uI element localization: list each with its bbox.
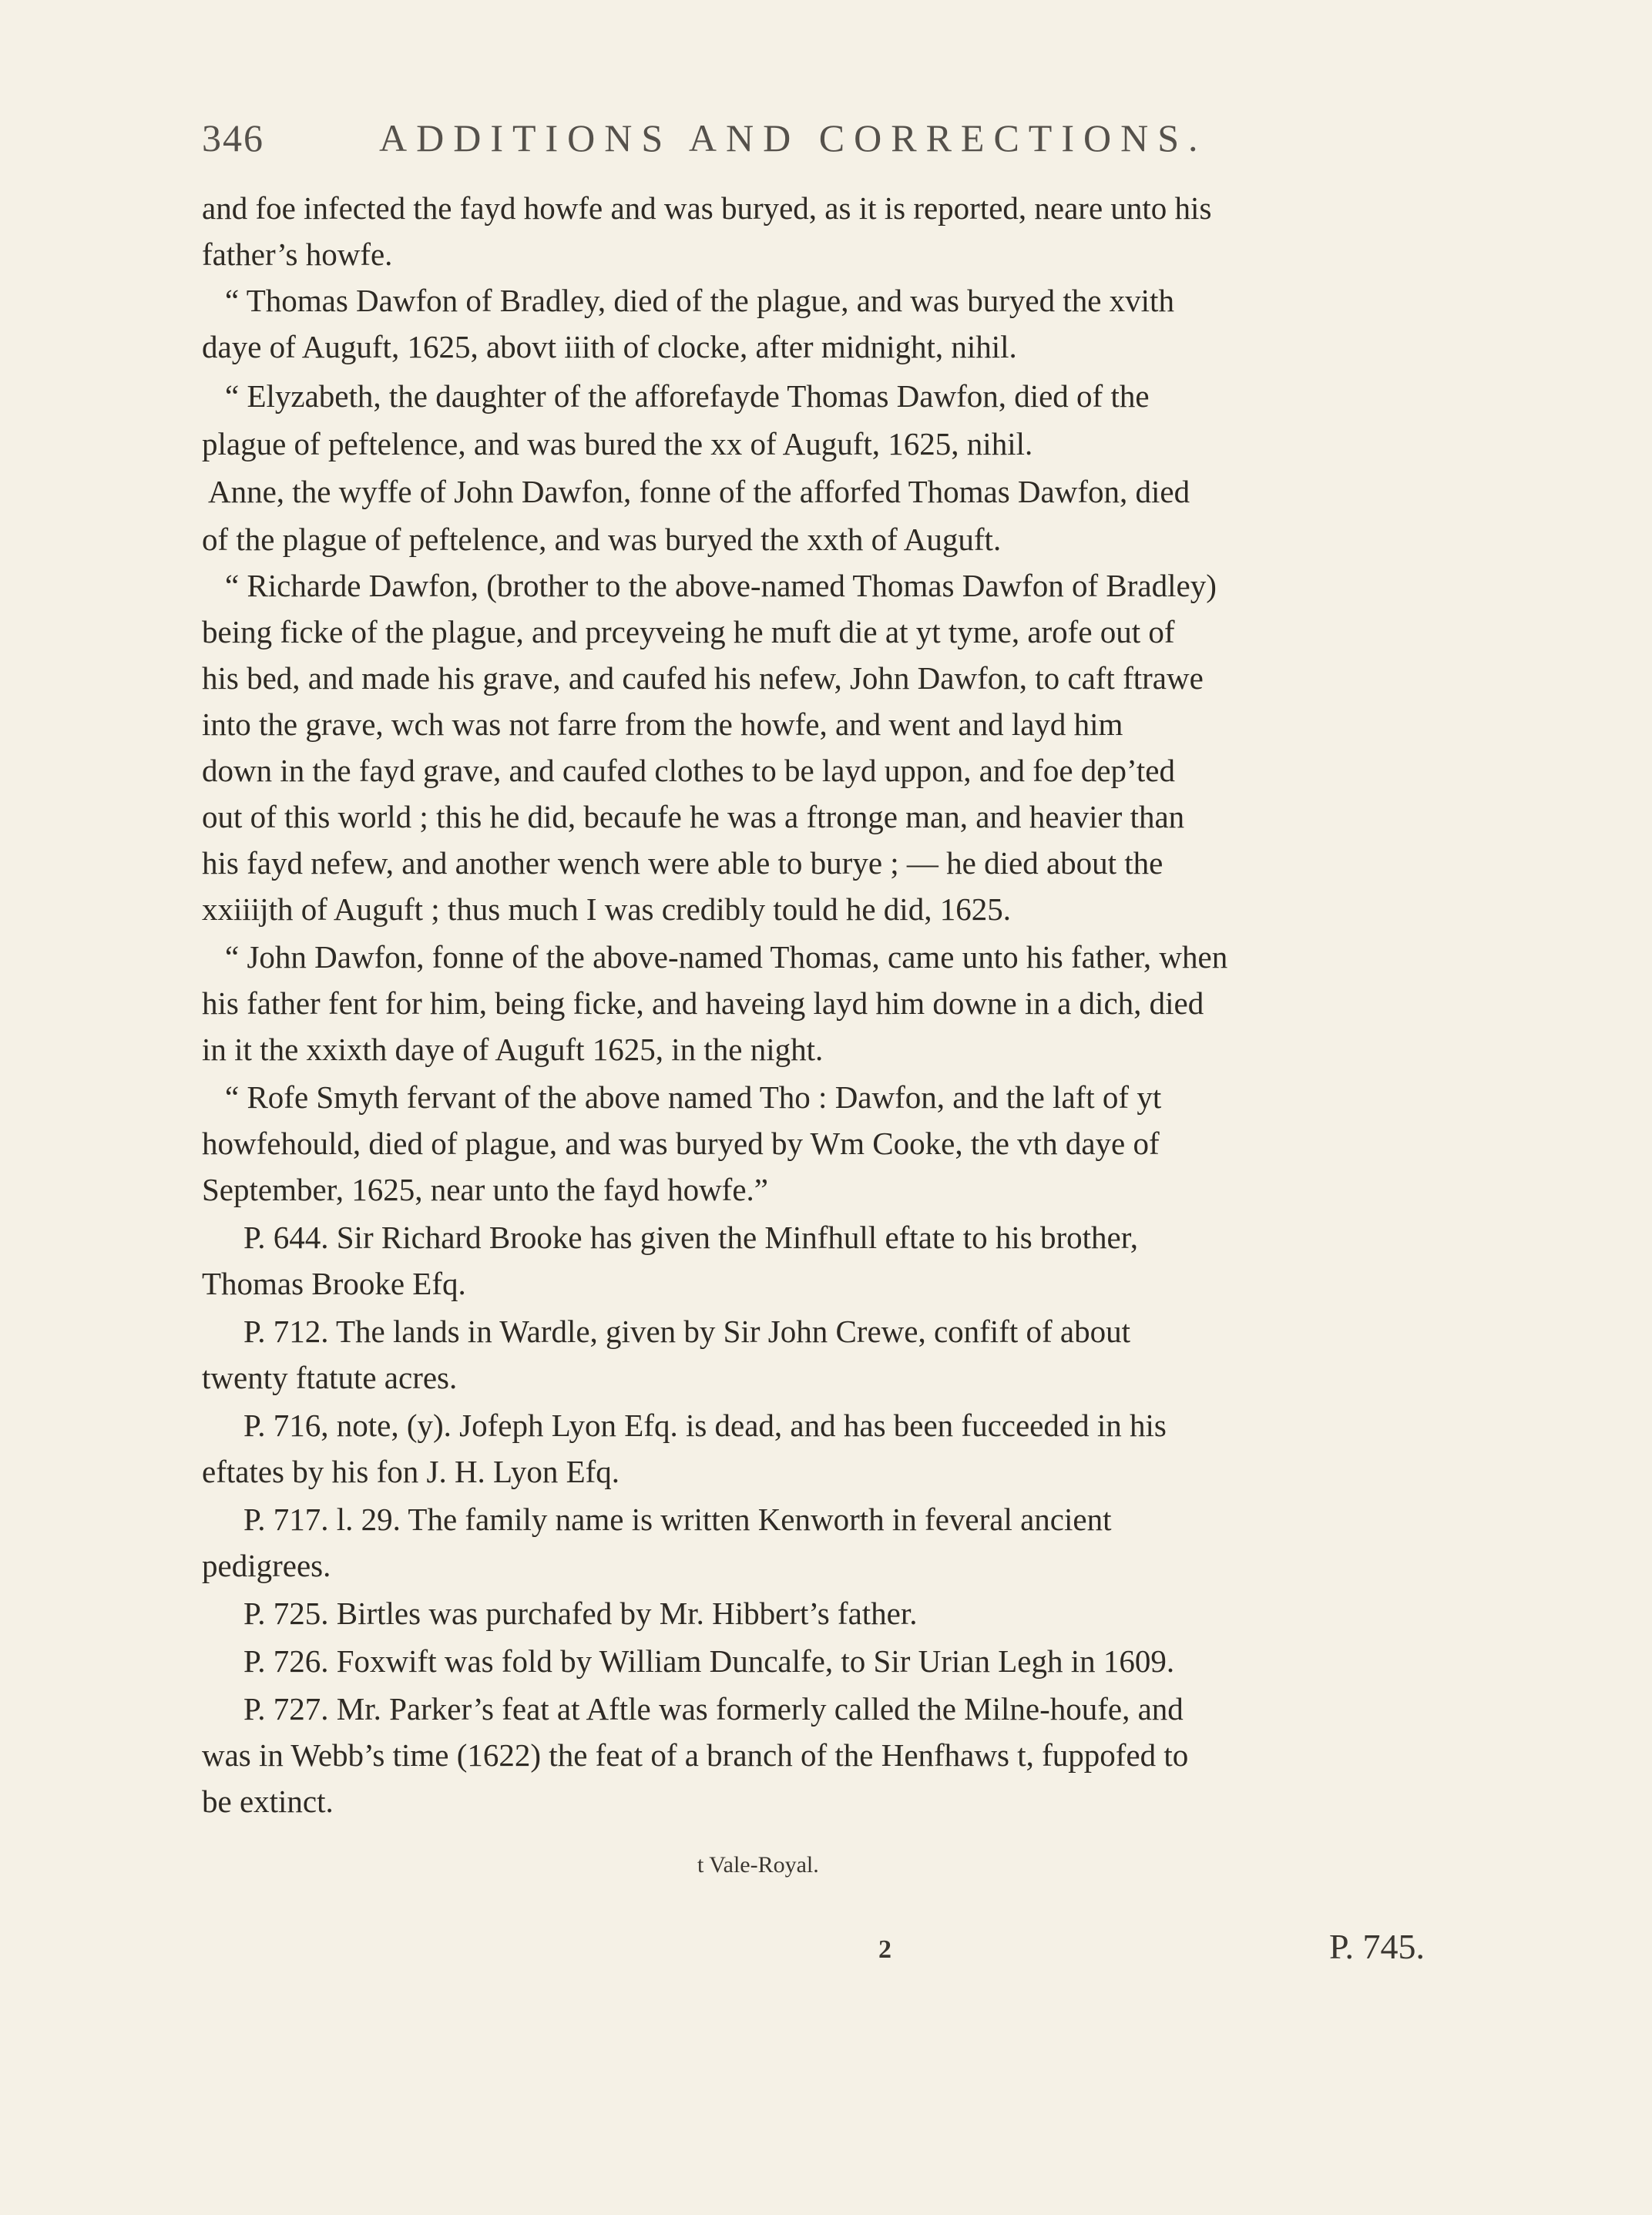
text-line: being ficke of the plague, and prceyveing he muft die at yt tyme, arofe out of	[202, 614, 1175, 649]
text-line: and foe infected the fayd howfe and was buryed, as it is reported, neare unto his	[202, 190, 1212, 226]
text-line: be extinct.	[202, 1784, 334, 1819]
text-line: eftates by his fon J. H. Lyon Efq.	[202, 1454, 620, 1489]
running-head: ADDITIONS AND CORRECTIONS.	[379, 116, 1207, 159]
text-line: “ Thomas Dawfon of Bradley, died of the plague, and was buryed the xvith	[225, 283, 1174, 318]
text-line: out of this world ; this he did, becaufe he was a ftronge man, and heavier than	[202, 799, 1185, 834]
text-line: P. 727. Mr. Parker’s feat at Aftle was formerly called the Milne-houfe, and	[243, 1691, 1184, 1727]
footnote: t Vale-Royal.	[697, 1852, 819, 1878]
page-number: 346	[202, 116, 264, 159]
text-line: Thomas Brooke Efq.	[202, 1266, 466, 1301]
text-line: P. 716, note, (y). Jofeph Lyon Efq. is dead, and has been fucceeded in his	[243, 1408, 1167, 1443]
text-line: Anne, the wyffe of John Dawfon, fonne of the afforfed Thomas Dawfon, died	[208, 474, 1190, 509]
text-line: P. 712. The lands in Wardle, given by Sir John Crewe, confift of about	[243, 1314, 1130, 1349]
text-line: his bed, and made his grave, and caufed his nefew, John Dawfon, to caft ftrawe	[202, 660, 1204, 696]
text-line: “ Elyzabeth, the daughter of the afforefayde Thomas Dawfon, died of the	[225, 378, 1150, 414]
text-line: in it the xxixth daye of Auguft 1625, in the night.	[202, 1032, 824, 1067]
text-line: was in Webb’s time (1622) the feat of a branch of the Henfhaws t, fuppofed to	[202, 1737, 1189, 1773]
signature-mark: 2	[878, 1935, 891, 1964]
text-line: xxiiijth of Auguft ; thus much I was credibly tould he did, 1625.	[202, 891, 1011, 927]
text-line: father’s howfe.	[202, 237, 393, 272]
text-line: P. 726. Foxwift was fold by William Duncalfe, to Sir Urian Legh in 1609.	[243, 1643, 1175, 1679]
catchword: P. 745.	[1329, 1927, 1425, 1966]
text-line: of the plague of peftelence, and was buryed the xxth of Auguft.	[202, 522, 1002, 557]
text-line: into the grave, wch was not farre from the howfe, and went and layd him	[202, 706, 1123, 742]
text-line: pedigrees.	[202, 1548, 331, 1583]
text-line: his fayd nefew, and another wench were able to burye ; — he died about the	[202, 845, 1163, 881]
text-line: down in the fayd grave, and caufed clothes to be layd uppon, and foe dep’ted	[202, 753, 1175, 788]
text-line: “ John Dawfon, fonne of the above-named Thomas, came unto his father, when	[225, 939, 1228, 975]
text-line: his father fent for him, being ficke, and haveing layd him downe in a dich, died	[202, 985, 1204, 1021]
text-line: “ Richarde Dawfon, (brother to the above-named Thomas Dawfon of Bradley)	[225, 568, 1217, 603]
text-line: twenty ftatute acres.	[202, 1360, 458, 1395]
text-line: “ Rofe Smyth fervant of the above named Tho : Dawfon, and the laft of yt	[225, 1079, 1162, 1115]
text-line: P. 644. Sir Richard Brooke has given the Minfhull eftate to his brother,	[243, 1220, 1138, 1255]
text-line: daye of Auguft, 1625, abovt iiith of clocke, after midnight, nihil.	[202, 329, 1017, 364]
text-line: September, 1625, near unto the fayd howfe.”	[202, 1172, 768, 1207]
text-line: P. 717. l. 29. The family name is written Kenworth in feveral ancient	[243, 1502, 1112, 1537]
text-line: plague of peftelence, and was bured the xx of Auguft, 1625, nihil.	[202, 426, 1033, 461]
page-header	[202, 116, 1242, 177]
text-line: howfehould, died of plague, and was buryed by Wm Cooke, the vth daye of	[202, 1126, 1160, 1161]
text-line: P. 725. Birtles was purchafed by Mr. Hibbert’s father.	[243, 1596, 918, 1631]
